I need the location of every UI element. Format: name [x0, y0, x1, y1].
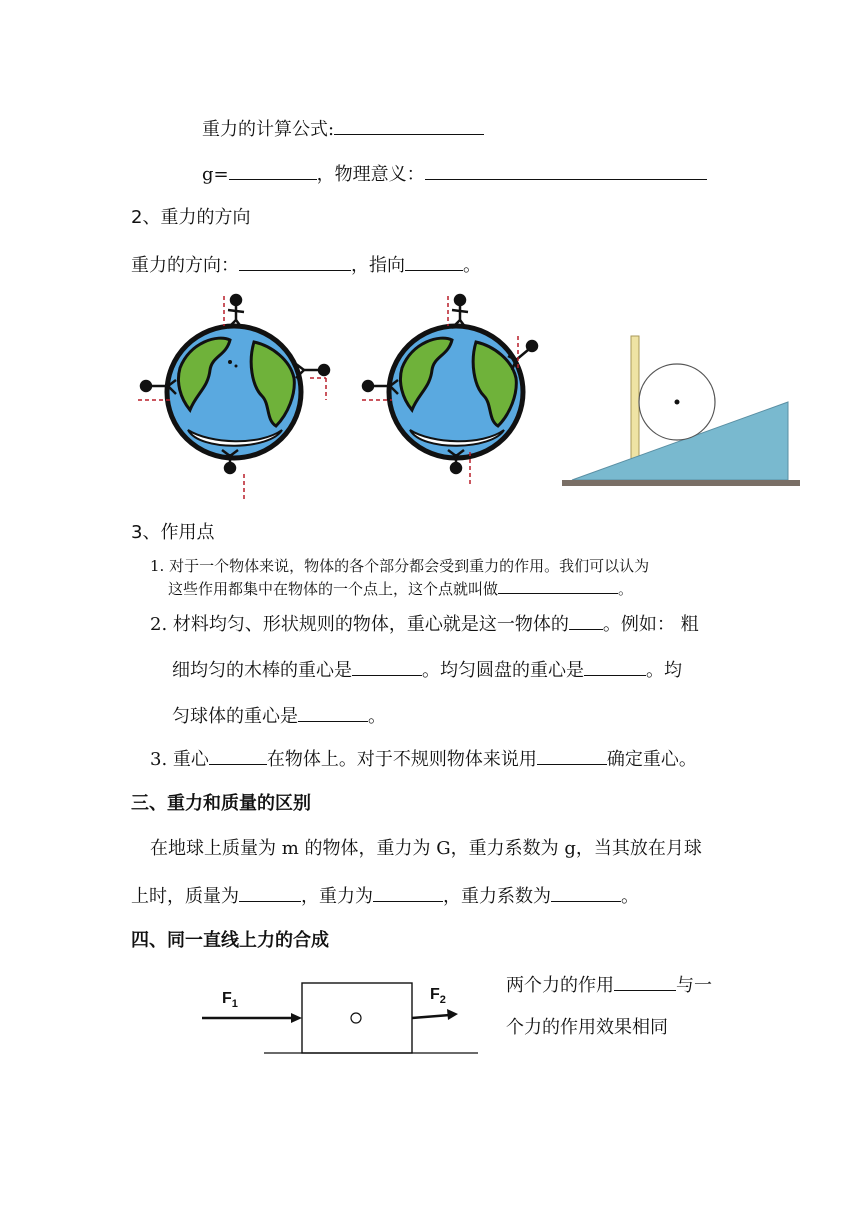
mass-text-b: 上时，质量为: [131, 886, 239, 907]
mass-text-c: ，重力为: [301, 886, 373, 907]
paragraph-1-line-2: [168, 578, 633, 600]
section-three-heading: 三、重力和质量的区别: [131, 793, 311, 814]
formula-line: [202, 116, 484, 142]
composition-line-2: 个力的作用效果相同: [506, 1017, 668, 1038]
ground: [562, 480, 800, 486]
point-blank[interactable]: [405, 252, 463, 271]
force-diagram: [200, 975, 480, 1060]
disc-center-blank[interactable]: [584, 657, 646, 676]
direction-point-label: ，指向: [351, 255, 405, 276]
paragraph-1-end: 。: [618, 580, 634, 598]
moon-mass-blank[interactable]: [239, 883, 301, 902]
paragraph-1-line-1: 1. 对于一个物体来说，物体的各个部分都会受到重力的作用。我们可以认为: [150, 557, 650, 575]
f1-label: $F_1$: [222, 990, 238, 1010]
g-meaning-blank[interactable]: [425, 161, 707, 180]
formula-label: 重力的计算公式:: [202, 119, 335, 140]
earth-illustration-2: [352, 290, 552, 490]
composition-text-a: 两个力的作用: [506, 975, 614, 996]
ball-center-dot: [675, 400, 680, 405]
mass-line-1: 在地球上质量为 m 的物体，重力为 G，重力系数为 g，当其放在月球: [150, 838, 702, 859]
composition-text-b: 与一: [676, 975, 712, 996]
paragraph-3-text-a: 3. 重心: [150, 749, 209, 770]
paragraph-2-text-c: 细均匀的木棒的重心是: [172, 660, 352, 681]
composition-line-1: [506, 972, 712, 998]
method-blank[interactable]: [537, 746, 607, 765]
center-of-gravity-blank[interactable]: [498, 578, 618, 594]
block: [302, 983, 412, 1053]
g-meaning-label: ，物理意义：: [316, 164, 425, 185]
mass-text-d: ，重力系数为: [443, 886, 551, 907]
g-line: [202, 161, 707, 187]
direction-line: [131, 252, 481, 278]
paragraph-3-line: [150, 746, 697, 772]
mass-line-2: [131, 883, 639, 909]
paragraph-2-text-f: 匀球体的重心是: [172, 706, 298, 727]
stick-figure-top: [452, 295, 468, 328]
geometric-center-blank[interactable]: [569, 611, 603, 630]
sphere-center-blank[interactable]: [298, 703, 368, 722]
f2-arrow: [412, 1015, 450, 1018]
g-blank[interactable]: [229, 161, 317, 180]
stick-figure-top: [228, 295, 244, 328]
direction-label: 重力的方向：: [131, 255, 239, 276]
moon-gravity-blank[interactable]: [373, 883, 443, 902]
rod-center-blank[interactable]: [352, 657, 422, 676]
vertical-ruler: [631, 336, 639, 462]
g-label: g=: [202, 164, 229, 185]
section-four-heading: 四、同一直线上力的合成: [131, 930, 329, 951]
paragraph-2-line-3: [172, 703, 386, 729]
paragraph-1-text: 这些作用都集中在物体的一个点上，这个点就叫做: [168, 580, 499, 598]
paragraph-2-line-1: [150, 611, 699, 637]
f2-arrowhead: [447, 1009, 458, 1020]
f2-label: $F_2$: [430, 986, 446, 1006]
earth-illustration-1: [130, 290, 340, 505]
mass-text-e: 。: [621, 886, 639, 907]
direction-blank[interactable]: [239, 252, 351, 271]
paragraph-2-text-a: 2. 材料均匀、形状规则的物体，重心就是这一物体的: [150, 614, 569, 635]
section-2-heading: 2、重力的方向: [131, 207, 251, 228]
composition-blank[interactable]: [614, 972, 676, 991]
formula-blank[interactable]: [334, 116, 484, 135]
f1-arrowhead: [291, 1013, 302, 1023]
paragraph-2-text-b: 。例如： 粗: [602, 614, 699, 635]
paragraph-2-line-2: [172, 657, 682, 683]
paragraph-2-text-d: 。均匀圆盘的重心是: [422, 660, 584, 681]
paragraph-2-text-g: 。: [368, 706, 386, 727]
incline-diagram: [560, 330, 805, 495]
paragraph-3-text-b: 在物体上。对于不规则物体来说用: [266, 749, 537, 770]
paragraph-3-text-c: 确定重心。: [606, 749, 697, 770]
on-object-blank[interactable]: [209, 746, 267, 765]
direction-end: 。: [463, 255, 481, 276]
moon-g-blank[interactable]: [551, 883, 621, 902]
paragraph-2-text-e: 。均: [646, 660, 682, 681]
section-3-heading: 3、作用点: [131, 522, 215, 543]
